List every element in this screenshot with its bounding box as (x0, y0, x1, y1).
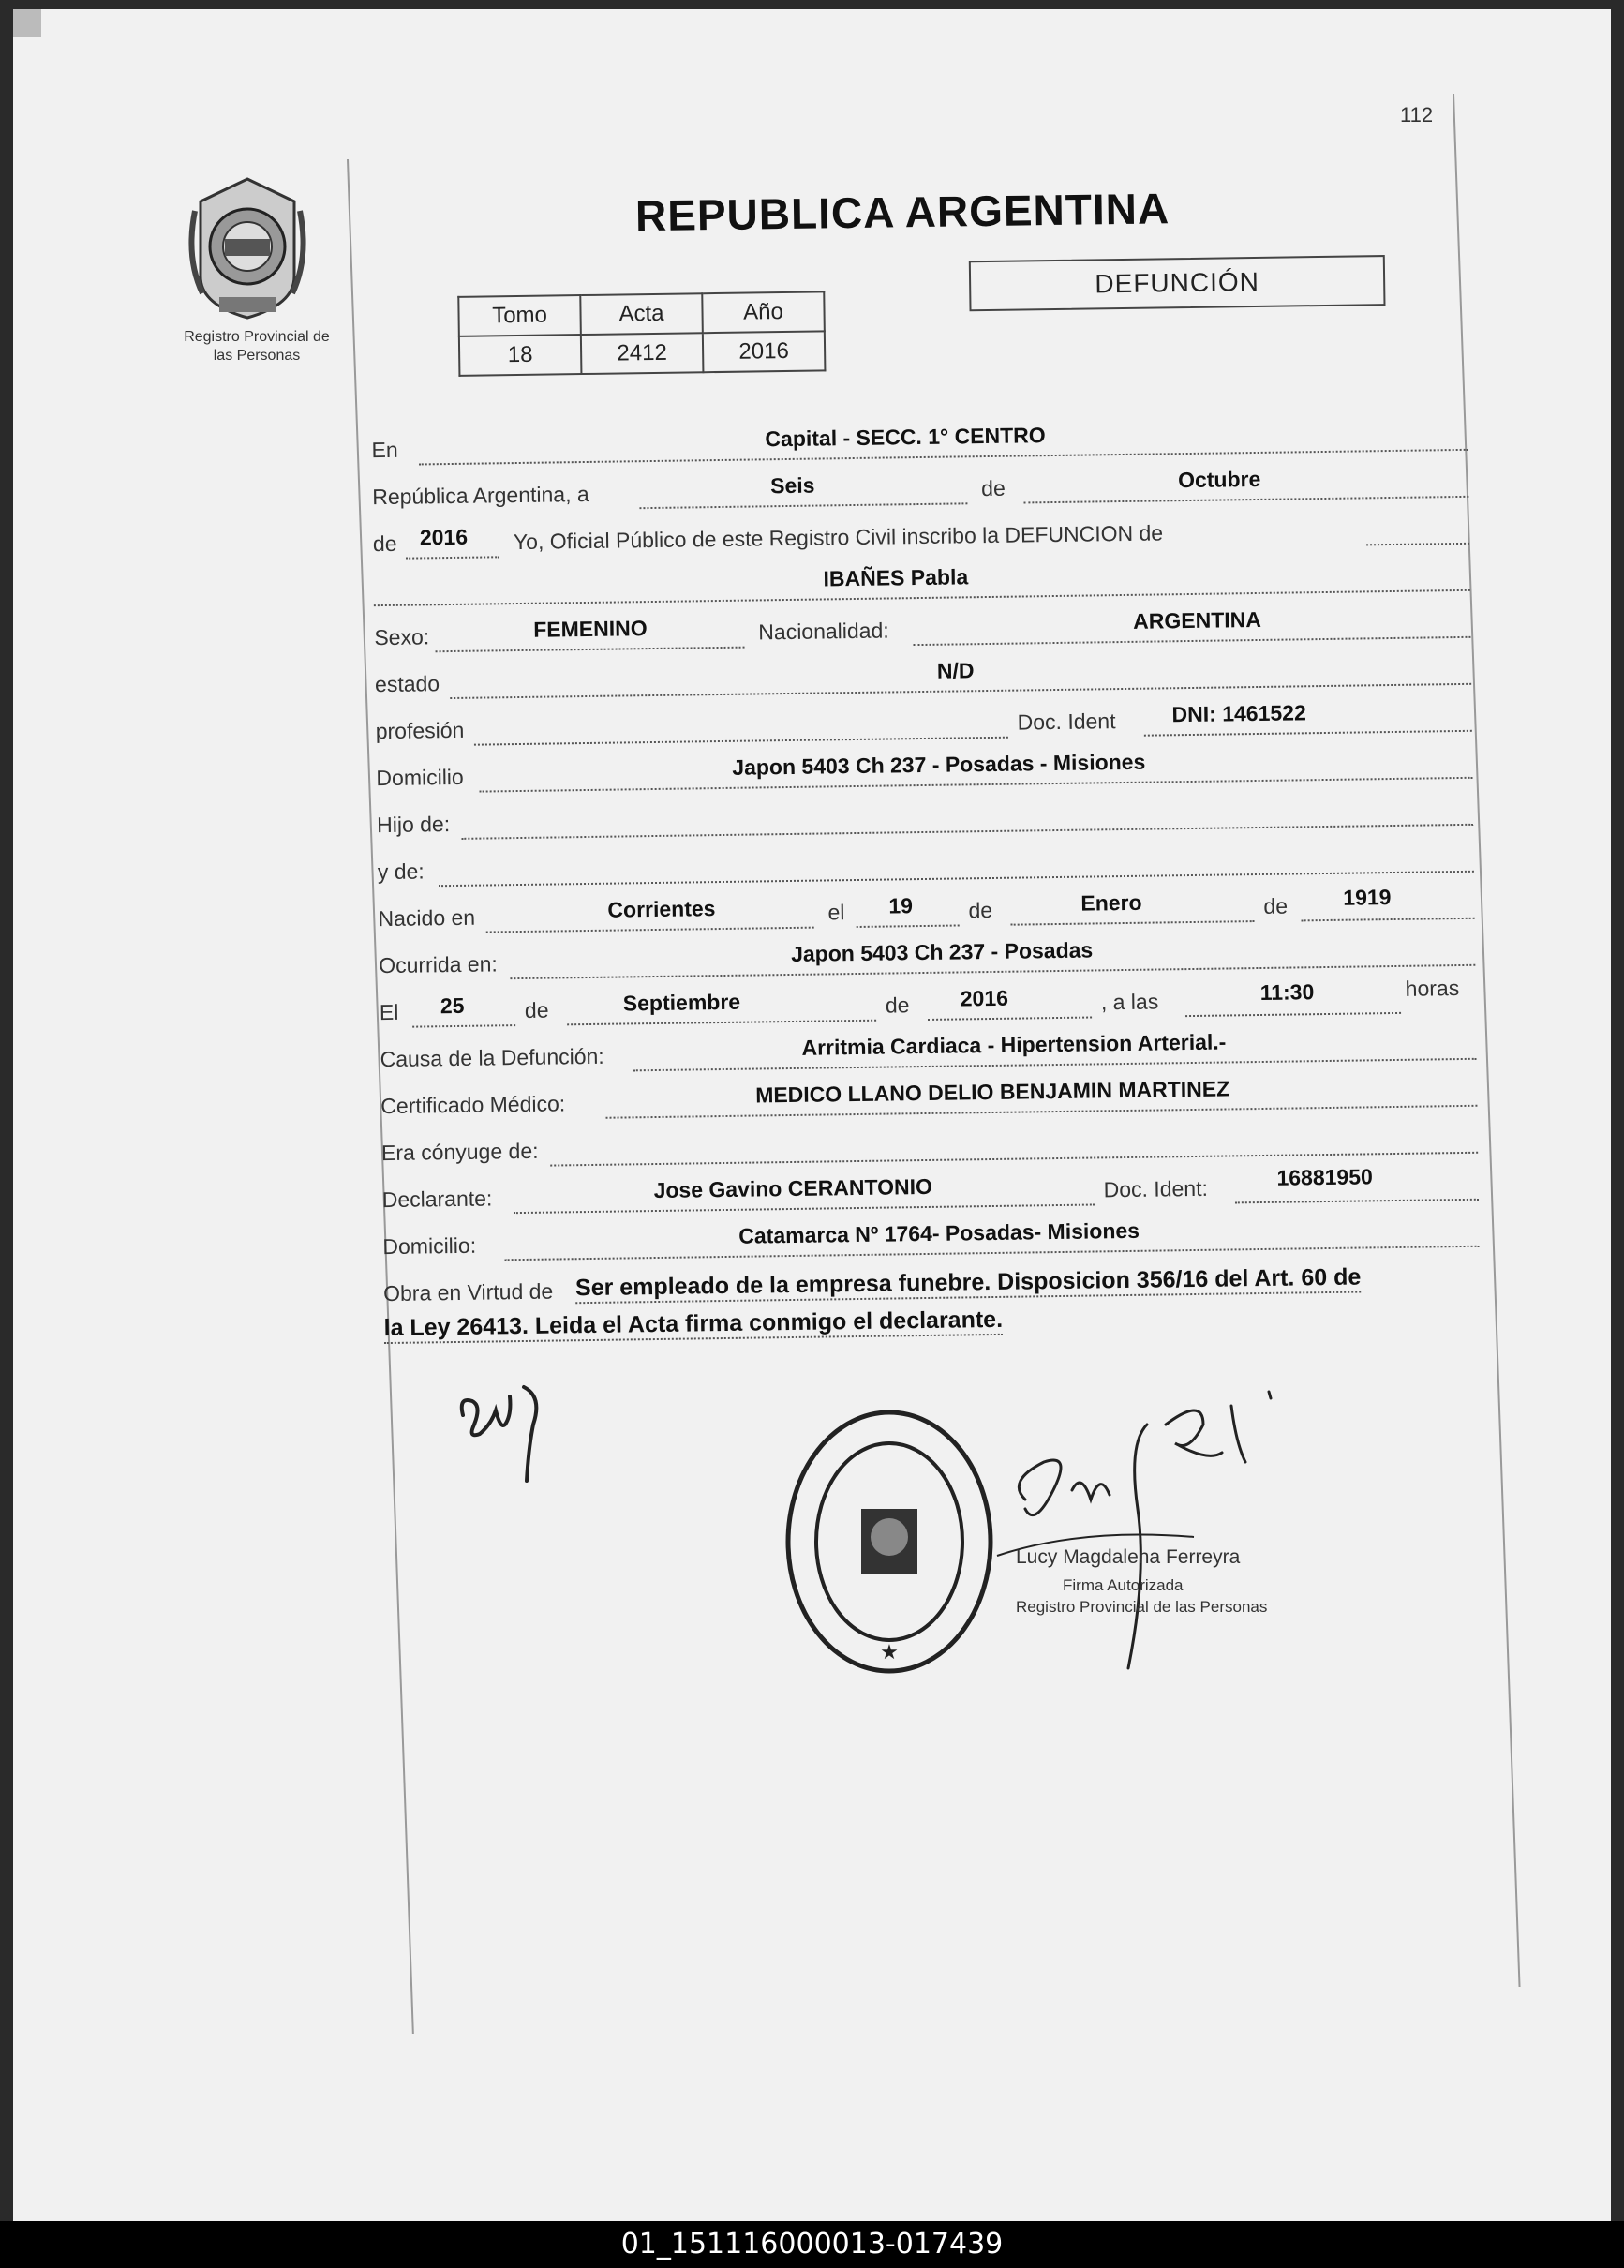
registry-statement: Yo, Oficial Público de este Registro Civil inscribo la DEFUNCION de (513, 520, 1164, 555)
label-doc-ident: Doc. Ident: (1103, 1175, 1209, 1202)
dotted-line (505, 1244, 1480, 1261)
dotted-line (928, 1015, 1092, 1021)
register-header-tomo: Tomo (458, 295, 581, 336)
label-hijo-de: Hijo de: (376, 812, 451, 838)
dotted-line (913, 634, 1470, 646)
value-death-day: 25 (440, 992, 465, 1019)
field-row-domicilio (357, 749, 1146, 799)
label-de: de (1263, 893, 1289, 918)
label-de: de (372, 530, 397, 557)
label-de: de (981, 475, 1006, 501)
certificate-body (13, 9, 1611, 2221)
label-nacionalidad: Nacionalidad: (758, 618, 889, 645)
label-profesion: profesión (375, 717, 465, 744)
field-row-sexo (355, 606, 1262, 659)
dotted-line (439, 869, 1474, 887)
label-obra-en-virtud: Obra en Virtud de (382, 1278, 554, 1306)
dotted-line (480, 775, 1473, 793)
label-en: En (371, 437, 398, 463)
field-row-year (354, 520, 1164, 565)
value-declarant-name: Jose Gavino CERANTONIO (653, 1173, 933, 1203)
value-declarant-address: Catamarca Nº 1764- Posadas- Misiones (738, 1217, 1140, 1248)
field-row-y-de (359, 858, 425, 893)
dotted-line (461, 822, 1473, 840)
field-row-hijo (358, 812, 451, 846)
value-cause-of-death: Arritmia Cardiaca - Hipertension Arterial.- (801, 1029, 1227, 1060)
dotted-line (1302, 916, 1475, 922)
label-horas: horas (1405, 976, 1460, 1001)
dotted-line (1235, 1197, 1479, 1204)
value-estado: N/D (936, 658, 975, 683)
label-de: de (968, 897, 993, 923)
register-value-acta: 2412 (581, 333, 704, 374)
label-domicilio: Domicilio (376, 764, 464, 791)
emblem-caption-line1: Registro Provincial de (184, 329, 330, 345)
value-death-time: 11:30 (1259, 979, 1315, 1005)
field-row-nacido (359, 885, 1392, 940)
dotted-line (406, 554, 499, 559)
dotted-line (1366, 541, 1469, 546)
official-signature (988, 1387, 1297, 1687)
dotted-line (419, 447, 1468, 466)
field-row-profesion (357, 700, 1306, 753)
label-a-las: , a las (1100, 989, 1159, 1015)
label-nacido-en: Nacido en (378, 904, 476, 932)
dotted-line (510, 962, 1475, 979)
label-estado: estado (374, 671, 440, 697)
value-birth-day: 19 (888, 893, 914, 918)
emblem-caption-line2: las Personas (213, 348, 301, 364)
register-value-tomo: 18 (459, 335, 582, 376)
dotted-line (412, 1022, 515, 1028)
field-row-declarante (364, 1164, 1374, 1221)
dotted-line (450, 681, 1471, 699)
label-declarante: Declarante: (381, 1186, 493, 1213)
dotted-line (633, 1056, 1477, 1072)
value-declarant-doc: 16881950 (1276, 1164, 1374, 1190)
dotted-line (1144, 728, 1472, 737)
record-type-box: DEFUNCIÓN (969, 255, 1386, 311)
value-obra-line2: la Ley 26413. Leida el Acta firma conmigo el declarante. (383, 1306, 1003, 1344)
dotted-line (474, 735, 1008, 746)
dotted-line (1011, 918, 1255, 926)
label-el: el (827, 900, 845, 925)
value-medical-certificate: MEDICO LLANO DELIO BENJAMIN MARTINEZ (755, 1076, 1230, 1108)
value-en: Capital - SECC. 1° CENTRO (765, 423, 1046, 452)
dotted-line (436, 645, 745, 653)
register-table (457, 291, 826, 376)
dotted-line (857, 922, 960, 928)
signatory-organization: Registro Provincial de las Personas (1016, 1598, 1268, 1616)
field-row-conyuge (363, 1138, 539, 1174)
field-row-nombre (354, 564, 969, 612)
page-number: 112 (1400, 103, 1434, 127)
dotted-line (605, 1103, 1477, 1119)
register-header-anio: Año (702, 291, 825, 333)
field-row-en (352, 423, 1046, 471)
label-ocurrida-en: Ocurrida en: (379, 951, 498, 978)
certificate-page (13, 9, 1611, 2221)
dotted-line (486, 925, 814, 933)
registry-stamp-seal (782, 1406, 997, 1678)
dotted-line (1185, 1010, 1401, 1017)
value-day-registered: Seis (769, 472, 815, 499)
label-causa: Causa de la Defunción: (380, 1043, 604, 1072)
field-row-certificado (362, 1076, 1230, 1127)
value-birth-place: Corrientes (607, 896, 716, 922)
value-doc-ident: DNI: 1461522 (1171, 700, 1306, 727)
dotted-line (639, 500, 967, 509)
value-death-place: Japon 5403 Ch 237 - Posadas (790, 937, 1094, 966)
field-row-causa (361, 1029, 1227, 1081)
field-row-el (361, 976, 1460, 1034)
label-y-de: y de: (377, 858, 425, 885)
label-republica: República Argentina, a (372, 481, 589, 510)
value-birth-year: 1919 (1343, 885, 1392, 910)
field-row-ocurrida (360, 937, 1094, 987)
label-el: El (379, 999, 399, 1025)
value-deceased-name: IBAÑES Pabla (823, 564, 969, 591)
value-nacionalidad: ARGENTINA (1133, 606, 1262, 634)
document-id-footer: 01_151116000013-017439 (0, 2221, 1624, 2268)
field-row-estado (356, 658, 975, 706)
label-doc-ident: Doc. Ident (1017, 709, 1116, 735)
label-certificado: Certificado Médico: (380, 1091, 566, 1119)
dotted-line (514, 1201, 1095, 1214)
value-birth-month: Enero (1080, 889, 1142, 916)
dotted-line (567, 1018, 876, 1026)
document-title: REPUBLICA ARGENTINA (634, 184, 1170, 241)
value-year-registered: 2016 (419, 524, 469, 550)
label-de: de (524, 997, 549, 1022)
signatory-role: Firma Autorizada (1063, 1576, 1184, 1594)
label-de: de (885, 992, 910, 1018)
svg-text:★: ★ (880, 1640, 899, 1664)
register-value-anio: 2016 (703, 331, 826, 372)
value-domicilio: Japon 5403 Ch 237 - Posadas - Misiones (732, 749, 1146, 780)
value-sexo: FEMENINO (533, 616, 648, 642)
label-domicilio: Domicilio: (382, 1232, 477, 1260)
label-conyuge: Era cónyuge de: (380, 1138, 539, 1166)
field-row-republica (353, 466, 1261, 518)
value-death-year: 2016 (960, 985, 1009, 1011)
value-obra-line1: Ser empleado de la empresa funebre. Disposicion 356/16 del Art. 60 de (575, 1264, 1362, 1305)
register-header-acta: Acta (580, 293, 703, 335)
value-month-registered: Octubre (1177, 466, 1261, 493)
label-sexo: Sexo: (374, 624, 430, 650)
field-row-domicilio-declarante (364, 1217, 1140, 1268)
dotted-line (1023, 494, 1468, 504)
value-death-month: Septiembre (622, 989, 741, 1016)
declarant-signature (454, 1359, 566, 1490)
signatory-name: Lucy Magdalena Ferreyra (1016, 1546, 1241, 1568)
